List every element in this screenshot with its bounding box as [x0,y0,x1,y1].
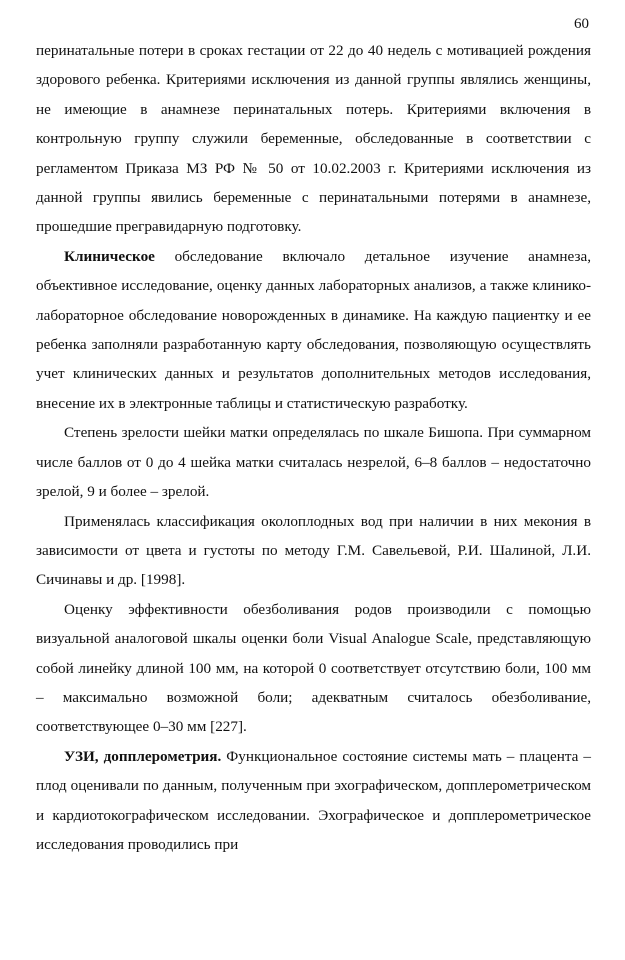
paragraph-text-ultrasound: Функциональное состояние системы мать – плацента – плод оценивали по данным, полученным при эхографическом, допплерометрическом и кардиотокографическом исследовании. Эхографическое и допплерометрическое исследования проводились при [36,747,591,853]
paragraph-perinatal-losses: перинатальные потери в сроках гестации от 22 до 40 недель с мотивацией рождения здорового ребенка. Критериями исключения из данной группы являлись женщины, не имеющие в анамнезе перинатальных потерь. Критериями включения в контрольную группу служили беременные, обследованные в соответствии с регламентом Приказа МЗ РФ № 50 от 10.02.2003 г. Критериями исключения из данной группы явились беременные с перинатальными потерями в анамнезе, прошедшие прегравидарную подготовку. [36,42,591,236]
paragraph-heading-ultrasound: УЗИ, допплерометрия. [64,747,222,765]
paragraph-amniotic-fluid: Применялась классификация околоплодных вод при наличии в них мекония в зависимости от цвета и густоты по методу Г.М. Савельевой, Р.И. Шалиной, Л.И. Сичинавы и др. [1998]. [36,512,591,589]
page-number: 60 [574,16,589,32]
paragraph-ultrasound-doppler [36,742,591,860]
paragraph-pain-scale: Оценку эффективности обезболивания родов производили с помощью визуальной аналоговой шкалы оценки боли Visual Analogue Scale, представляющую собой линейку длиной 100 мм, на которой 0 соответствует отсутствию боли, 100 мм – максимально возможной боли; адекватным считалось обезболивание, соответствующее 0–30 мм [227]. [36,600,591,736]
paragraph-heading-clinical: Клиническое [64,247,155,265]
document-body [36,36,591,859]
paragraph-bishop-scale: Степень зрелости шейки матки определялась по шкале Бишопа. При суммарном числе баллов от 0 до 4 шейка матки считалась незрелой, 6–8 баллов – недостаточно зрелой, 9 и более – зрелой. [36,424,591,501]
paragraph-clinical-examination [36,242,591,418]
paragraph-text-clinical: обследование включало детальное изучение анамнеза, объективное исследование, оценку данных лабораторных анализов, а также клинико-лабораторное обследование новорожденных в динамике. На каждую пациентку и ее ребенка заполняли разработанную карту обследования, позволяющую осуществлять учет клинических данных и результатов дополнительных методов исследования, внесение их в электронные таблицы и статистическую разработку. [36,247,591,412]
